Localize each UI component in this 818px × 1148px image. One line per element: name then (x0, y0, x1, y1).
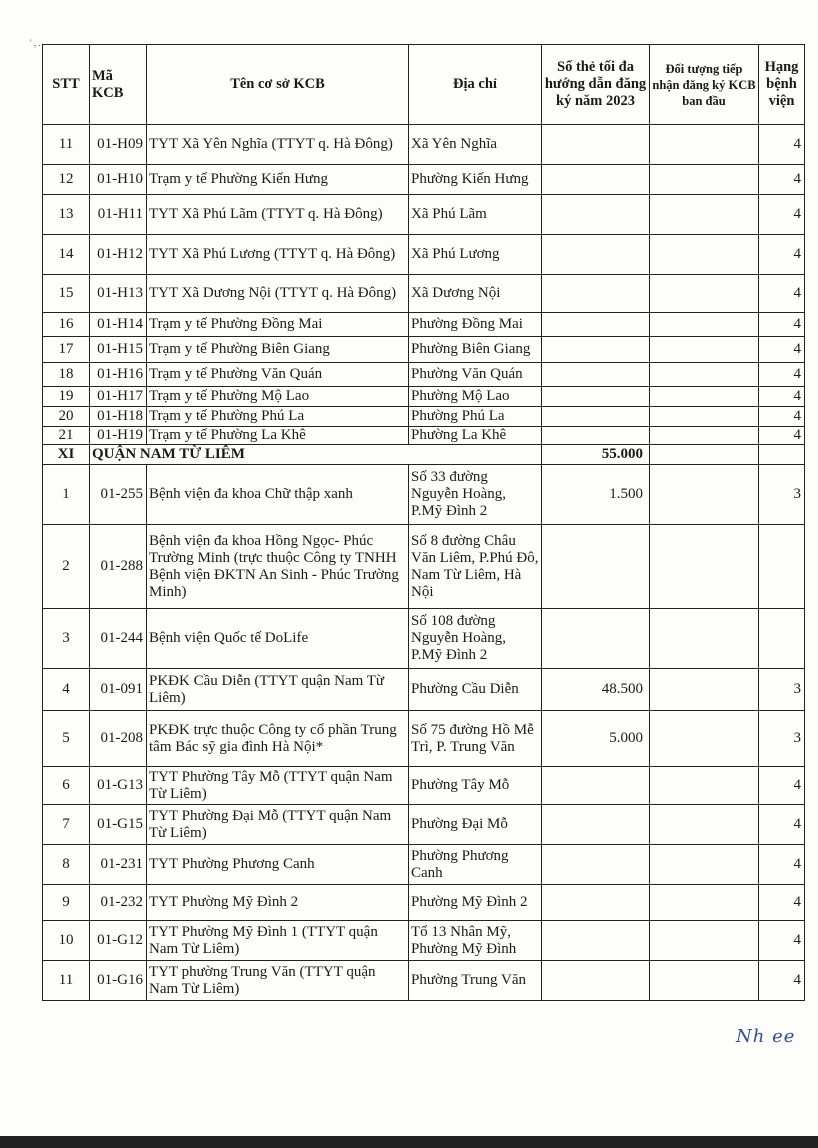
cell-so-the (542, 165, 650, 195)
table-row (43, 165, 805, 195)
table-row (43, 885, 805, 921)
table-row (43, 525, 805, 609)
cell-ma-kcb: 01-255 (90, 465, 147, 525)
cell-hang: 4 (759, 125, 805, 165)
table-header-row (43, 45, 805, 125)
cell-ma-kcb: 01-H13 (90, 275, 147, 313)
cell-dia-chi: Phường Tây Mỗ (409, 767, 542, 805)
cell-dia-chi: Phường Đồng Mai (409, 313, 542, 337)
cell-stt: 14 (43, 235, 90, 275)
cell-ma-kcb: 01-231 (90, 845, 147, 885)
cell-stt: 3 (43, 609, 90, 669)
table-row (43, 767, 805, 805)
cell-stt: 18 (43, 363, 90, 387)
cell-ma-kcb: 01-H16 (90, 363, 147, 387)
cell-doi-tuong (650, 921, 759, 961)
group-title: QUẬN NAM TỪ LIÊM (90, 445, 542, 465)
cell-ten-co-so: TYT phường Trung Văn (TTYT quận Nam Từ Liêm) (147, 961, 409, 1001)
cell-ma-kcb: 01-H11 (90, 195, 147, 235)
cell-so-the (542, 921, 650, 961)
cell-stt: 8 (43, 845, 90, 885)
cell-dia-chi: Số 108 đường Nguyễn Hoàng, P.Mỹ Đình 2 (409, 609, 542, 669)
table-row (43, 387, 805, 407)
cell-stt: 12 (43, 165, 90, 195)
scan-mark: ' , . (30, 38, 41, 48)
cell-so-the: 1.500 (542, 465, 650, 525)
cell-dia-chi: Số 33 đường Nguyễn Hoàng, P.Mỹ Đình 2 (409, 465, 542, 525)
table-row (43, 609, 805, 669)
cell-so-the (542, 961, 650, 1001)
cell-ma-kcb: 01-G12 (90, 921, 147, 961)
cell-hang: 4 (759, 885, 805, 921)
cell-doi-tuong (650, 711, 759, 767)
cell-so-the (542, 337, 650, 363)
cell-hang: 4 (759, 921, 805, 961)
cell-ma-kcb: 01-H17 (90, 387, 147, 407)
cell-dia-chi: Xã Dương Nội (409, 275, 542, 313)
cell-ma-kcb: 01-G15 (90, 805, 147, 845)
cell-so-the (542, 313, 650, 337)
cell-ten-co-so: Trạm y tế Phường Kiến Hưng (147, 165, 409, 195)
cell-ma-kcb: 01-H18 (90, 407, 147, 427)
cell-ma-kcb: 01-G16 (90, 961, 147, 1001)
table-row (43, 465, 805, 525)
cell-stt: 13 (43, 195, 90, 235)
table-row (43, 805, 805, 845)
cell-doi-tuong (650, 165, 759, 195)
cell-hang: 4 (759, 313, 805, 337)
cell-doi-tuong (650, 525, 759, 609)
table-row (43, 711, 805, 767)
cell-dia-chi: Phường Phú La (409, 407, 542, 427)
header-stt: STT (43, 45, 90, 125)
cell-stt: 5 (43, 711, 90, 767)
cell-dia-chi: Xã Yên Nghĩa (409, 125, 542, 165)
cell-doi-tuong (650, 195, 759, 235)
header-ma-kcb: Mã KCB (90, 45, 147, 125)
cell-ma-kcb: 01-208 (90, 711, 147, 767)
cell-ten-co-so: Trạm y tế Phường Mộ Lao (147, 387, 409, 407)
cell-hang: 4 (759, 845, 805, 885)
table-row (43, 235, 805, 275)
cell-ten-co-so: TYT Xã Phú Lương (TTYT q. Hà Đông) (147, 235, 409, 275)
kcb-table (42, 44, 805, 1001)
cell-dia-chi: Xã Phú Lương (409, 235, 542, 275)
cell-doi-tuong (650, 275, 759, 313)
table-row (43, 195, 805, 235)
cell-hang: 4 (759, 805, 805, 845)
cell-hang (759, 609, 805, 669)
cell-doi-tuong (650, 961, 759, 1001)
header-ten-co-so: Tên cơ sở KCB (147, 45, 409, 125)
cell-ten-co-so: TYT Phường Tây Mỗ (TTYT quận Nam Từ Liêm) (147, 767, 409, 805)
cell-doi-tuong (650, 407, 759, 427)
cell-dia-chi: Phường Cầu Diễn (409, 669, 542, 711)
cell-ma-kcb: 01-H14 (90, 313, 147, 337)
cell-doi-tuong (650, 767, 759, 805)
cell-doi-tuong (650, 337, 759, 363)
cell-so-the: 5.000 (542, 711, 650, 767)
cell-dia-chi: Số 75 đường Hồ Mễ Trì, P. Trung Văn (409, 711, 542, 767)
cell-ma-kcb: 01-244 (90, 609, 147, 669)
cell-so-the (542, 125, 650, 165)
cell-hang: 4 (759, 407, 805, 427)
table-row (43, 125, 805, 165)
cell-so-the (542, 845, 650, 885)
cell-hang: 4 (759, 387, 805, 407)
header-hang: Hạng bệnh viện (759, 45, 805, 125)
cell-ten-co-so: PKĐK Cầu Diễn (TTYT quận Nam Từ Liêm) (147, 669, 409, 711)
cell-ten-co-so: Trạm y tế Phường Đồng Mai (147, 313, 409, 337)
cell-ma-kcb: 01-H09 (90, 125, 147, 165)
cell-doi-tuong (650, 465, 759, 525)
cell-so-the (542, 363, 650, 387)
table-row (43, 337, 805, 363)
cell-dia-chi: Phường Biên Giang (409, 337, 542, 363)
cell-ten-co-so: TYT Phường Phương Canh (147, 845, 409, 885)
cell-dia-chi: Số 8 đường Châu Văn Liêm, P.Phú Đô, Nam Từ Liêm, Hà Nội (409, 525, 542, 609)
cell-ten-co-so: Trạm y tế Phường Biên Giang (147, 337, 409, 363)
cell-hang: 4 (759, 427, 805, 445)
cell-doi-tuong (650, 805, 759, 845)
cell-stt: 1 (43, 465, 90, 525)
cell-hang: 3 (759, 711, 805, 767)
cell-ma-kcb: 01-H19 (90, 427, 147, 445)
cell-ten-co-so: TYT Xã Phú Lãm (TTYT q. Hà Đông) (147, 195, 409, 235)
cell-dia-chi: Phường Đại Mỗ (409, 805, 542, 845)
group-empty-cell (759, 445, 805, 465)
cell-doi-tuong (650, 125, 759, 165)
table-row (43, 961, 805, 1001)
cell-dia-chi: Phường La Khê (409, 427, 542, 445)
cell-hang: 4 (759, 337, 805, 363)
cell-so-the (542, 767, 650, 805)
cell-ma-kcb: 01-288 (90, 525, 147, 609)
cell-so-the (542, 805, 650, 845)
cell-stt: 2 (43, 525, 90, 609)
cell-hang: 4 (759, 195, 805, 235)
cell-doi-tuong (650, 363, 759, 387)
header-so-the: Số thẻ tối đa hướng dẫn đăng ký năm 2023 (542, 45, 650, 125)
cell-ten-co-so: Trạm y tế Phường Văn Quán (147, 363, 409, 387)
cell-so-the (542, 195, 650, 235)
cell-hang (759, 525, 805, 609)
cell-doi-tuong (650, 387, 759, 407)
cell-ma-kcb: 01-H10 (90, 165, 147, 195)
cell-so-the (542, 525, 650, 609)
cell-ten-co-so: TYT Phường Đại Mỗ (TTYT quận Nam Từ Liêm) (147, 805, 409, 845)
cell-so-the (542, 387, 650, 407)
cell-hang: 4 (759, 363, 805, 387)
cell-dia-chi: Tổ 13 Nhân Mỹ, Phường Mỹ Đình (409, 921, 542, 961)
cell-ma-kcb: 01-232 (90, 885, 147, 921)
cell-dia-chi: Phường Mộ Lao (409, 387, 542, 407)
cell-stt: 20 (43, 407, 90, 427)
cell-so-the (542, 885, 650, 921)
table-row (43, 427, 805, 445)
cell-dia-chi: Phường Kiến Hưng (409, 165, 542, 195)
cell-so-the: 48.500 (542, 669, 650, 711)
cell-dia-chi: Phường Phương Canh (409, 845, 542, 885)
header-doi-tuong: Đối tượng tiếp nhận đăng ký KCB ban đầu (650, 45, 759, 125)
group-empty-cell (650, 445, 759, 465)
cell-so-the (542, 275, 650, 313)
table-row (43, 921, 805, 961)
cell-doi-tuong (650, 885, 759, 921)
cell-stt: 21 (43, 427, 90, 445)
cell-stt: 16 (43, 313, 90, 337)
cell-ten-co-so: TYT Xã Yên Nghĩa (TTYT q. Hà Đông) (147, 125, 409, 165)
handwritten-signature: Nh ee (736, 1026, 796, 1047)
cell-ten-co-so: TYT Phường Mỹ Đình 2 (147, 885, 409, 921)
table-row (43, 669, 805, 711)
cell-stt: 11 (43, 961, 90, 1001)
cell-ten-co-so: Bệnh viện đa khoa Chữ thập xanh (147, 465, 409, 525)
cell-so-the (542, 427, 650, 445)
scan-bottom-edge (0, 1136, 818, 1148)
cell-doi-tuong (650, 609, 759, 669)
cell-stt: 17 (43, 337, 90, 363)
cell-ten-co-so: Trạm y tế Phường La Khê (147, 427, 409, 445)
cell-stt: 7 (43, 805, 90, 845)
cell-stt: 10 (43, 921, 90, 961)
cell-stt: 9 (43, 885, 90, 921)
table-row (43, 845, 805, 885)
cell-ten-co-so: Bệnh viện đa khoa Hồng Ngọc- Phúc Trường Minh (trực thuộc Công ty TNHH Bệnh viện ĐKTN An Sinh - Phúc Trường Minh) (147, 525, 409, 609)
cell-dia-chi: Phường Mỹ Đình 2 (409, 885, 542, 921)
cell-hang: 3 (759, 669, 805, 711)
cell-stt: 6 (43, 767, 90, 805)
cell-hang: 4 (759, 767, 805, 805)
table-row (43, 313, 805, 337)
cell-so-the (542, 235, 650, 275)
group-so-the: 55.000 (542, 445, 650, 465)
cell-ma-kcb: 01-H15 (90, 337, 147, 363)
cell-hang: 4 (759, 275, 805, 313)
cell-ten-co-so: PKĐK trực thuộc Công ty cổ phần Trung tâm Bác sỹ gia đình Hà Nội* (147, 711, 409, 767)
group-stt: XI (43, 445, 90, 465)
cell-stt: 15 (43, 275, 90, 313)
table-row (43, 407, 805, 427)
cell-doi-tuong (650, 235, 759, 275)
cell-hang: 4 (759, 961, 805, 1001)
cell-doi-tuong (650, 313, 759, 337)
cell-hang: 4 (759, 235, 805, 275)
cell-ma-kcb: 01-G13 (90, 767, 147, 805)
cell-doi-tuong (650, 427, 759, 445)
cell-stt: 4 (43, 669, 90, 711)
table-row (43, 363, 805, 387)
cell-ma-kcb: 01-H12 (90, 235, 147, 275)
header-dia-chi: Địa chỉ (409, 45, 542, 125)
cell-stt: 19 (43, 387, 90, 407)
cell-hang: 3 (759, 465, 805, 525)
cell-doi-tuong (650, 669, 759, 711)
cell-ma-kcb: 01-091 (90, 669, 147, 711)
cell-so-the (542, 407, 650, 427)
cell-dia-chi: Phường Trung Văn (409, 961, 542, 1001)
cell-so-the (542, 609, 650, 669)
cell-hang: 4 (759, 165, 805, 195)
cell-stt: 11 (43, 125, 90, 165)
cell-ten-co-so: Trạm y tế Phường Phú La (147, 407, 409, 427)
cell-doi-tuong (650, 845, 759, 885)
cell-ten-co-so: TYT Phường Mỹ Đình 1 (TTYT quận Nam Từ Liêm) (147, 921, 409, 961)
cell-dia-chi: Phường Văn Quán (409, 363, 542, 387)
cell-ten-co-so: Bệnh viện Quốc tế DoLife (147, 609, 409, 669)
cell-dia-chi: Xã Phú Lãm (409, 195, 542, 235)
cell-ten-co-so: TYT Xã Dương Nội (TTYT q. Hà Đông) (147, 275, 409, 313)
table-row (43, 275, 805, 313)
group-row (43, 445, 805, 465)
